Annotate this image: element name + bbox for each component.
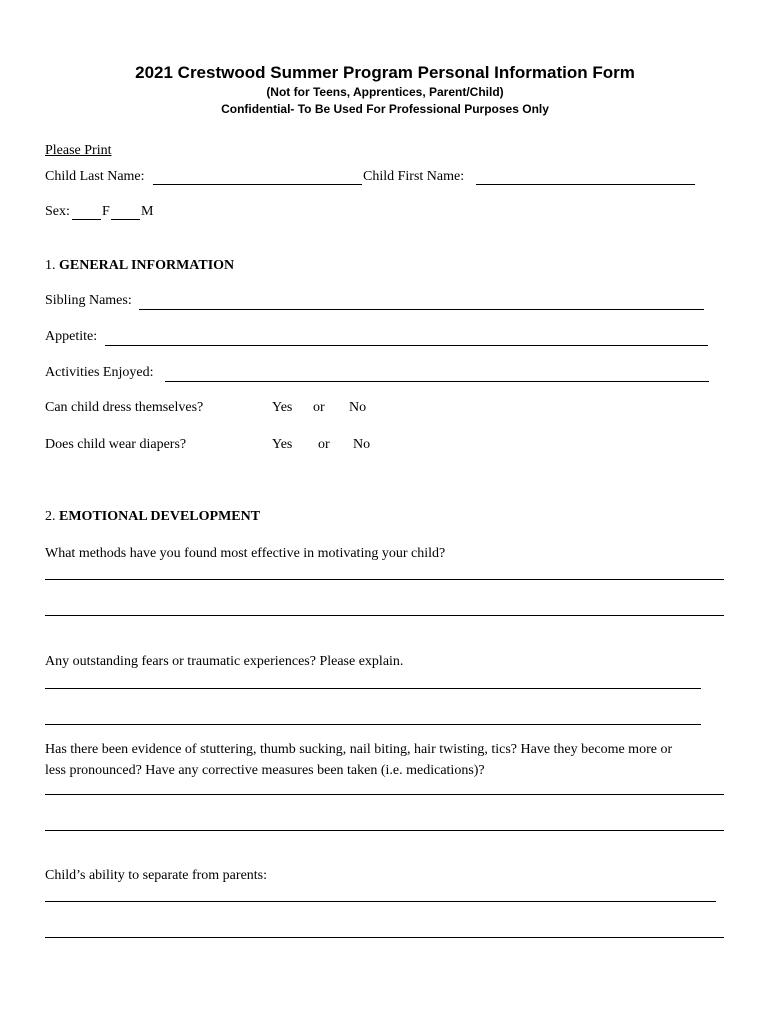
section-2-heading	[45, 509, 260, 525]
diapers-or-text: or	[318, 437, 330, 452]
confidential-notice: Confidential- To Be Used For Professional Purposes Only	[221, 102, 549, 116]
activities-field[interactable]	[165, 381, 709, 382]
appetite-field[interactable]	[105, 345, 708, 346]
stuttering-answer-line-1[interactable]	[45, 794, 724, 795]
activities-label: Activities Enjoyed:	[45, 365, 154, 380]
form-title: 2021 Crestwood Summer Program Personal Information Form	[135, 63, 635, 82]
section-2-number: 2.	[45, 509, 56, 524]
separation-question: Child’s ability to separate from parents:	[45, 868, 268, 883]
section-2-title: EMOTIONAL DEVELOPMENT	[59, 509, 261, 524]
child-last-name-field[interactable]	[153, 184, 362, 185]
child-last-name-label: Child Last Name:	[45, 169, 145, 184]
child-first-name-field[interactable]	[476, 184, 695, 185]
dress-yes-option[interactable]: Yes	[272, 400, 293, 415]
diapers-yes-option[interactable]: Yes	[272, 437, 293, 452]
diapers-question: Does child wear diapers?	[45, 437, 187, 452]
please-print-label: Please Print	[45, 143, 112, 158]
separation-answer-line-2[interactable]	[45, 937, 724, 938]
child-first-name-label: Child First Name:	[363, 169, 465, 184]
sex-f-blank[interactable]	[72, 219, 101, 220]
sex-f-option: F	[102, 204, 110, 219]
methods-question: What methods have you found most effective in motivating your child?	[45, 546, 446, 561]
stuttering-question-line-2: less pronounced? Have any corrective measures been taken (i.e. medications)?	[45, 763, 485, 778]
methods-answer-line-1[interactable]	[45, 579, 724, 580]
dress-question: Can child dress themselves?	[45, 400, 204, 415]
fears-answer-line-2[interactable]	[45, 724, 701, 725]
appetite-label: Appetite:	[45, 329, 98, 344]
sex-label: Sex:	[45, 204, 70, 219]
fears-question: Any outstanding fears or traumatic experiences? Please explain.	[45, 654, 404, 669]
sibling-names-label: Sibling Names:	[45, 293, 132, 308]
dress-no-option[interactable]: No	[349, 400, 367, 415]
section-1-number: 1.	[45, 258, 56, 273]
stuttering-answer-line-2[interactable]	[45, 830, 724, 831]
stuttering-question-line-1: Has there been evidence of stuttering, thumb sucking, nail biting, hair twisting, tics? Have they become more or	[45, 742, 673, 757]
fears-answer-line-1[interactable]	[45, 688, 701, 689]
sibling-names-field[interactable]	[139, 309, 704, 310]
dress-or-text: or	[313, 400, 325, 415]
section-1-heading	[45, 258, 234, 274]
form-subtitle: (Not for Teens, Apprentices, Parent/Child)	[266, 85, 504, 99]
separation-answer-line-1[interactable]	[45, 901, 716, 902]
sex-m-blank[interactable]	[111, 219, 140, 220]
section-1-title: GENERAL INFORMATION	[59, 258, 235, 273]
sex-m-option: M	[141, 204, 154, 219]
diapers-no-option[interactable]: No	[353, 437, 371, 452]
methods-answer-line-2[interactable]	[45, 615, 724, 616]
